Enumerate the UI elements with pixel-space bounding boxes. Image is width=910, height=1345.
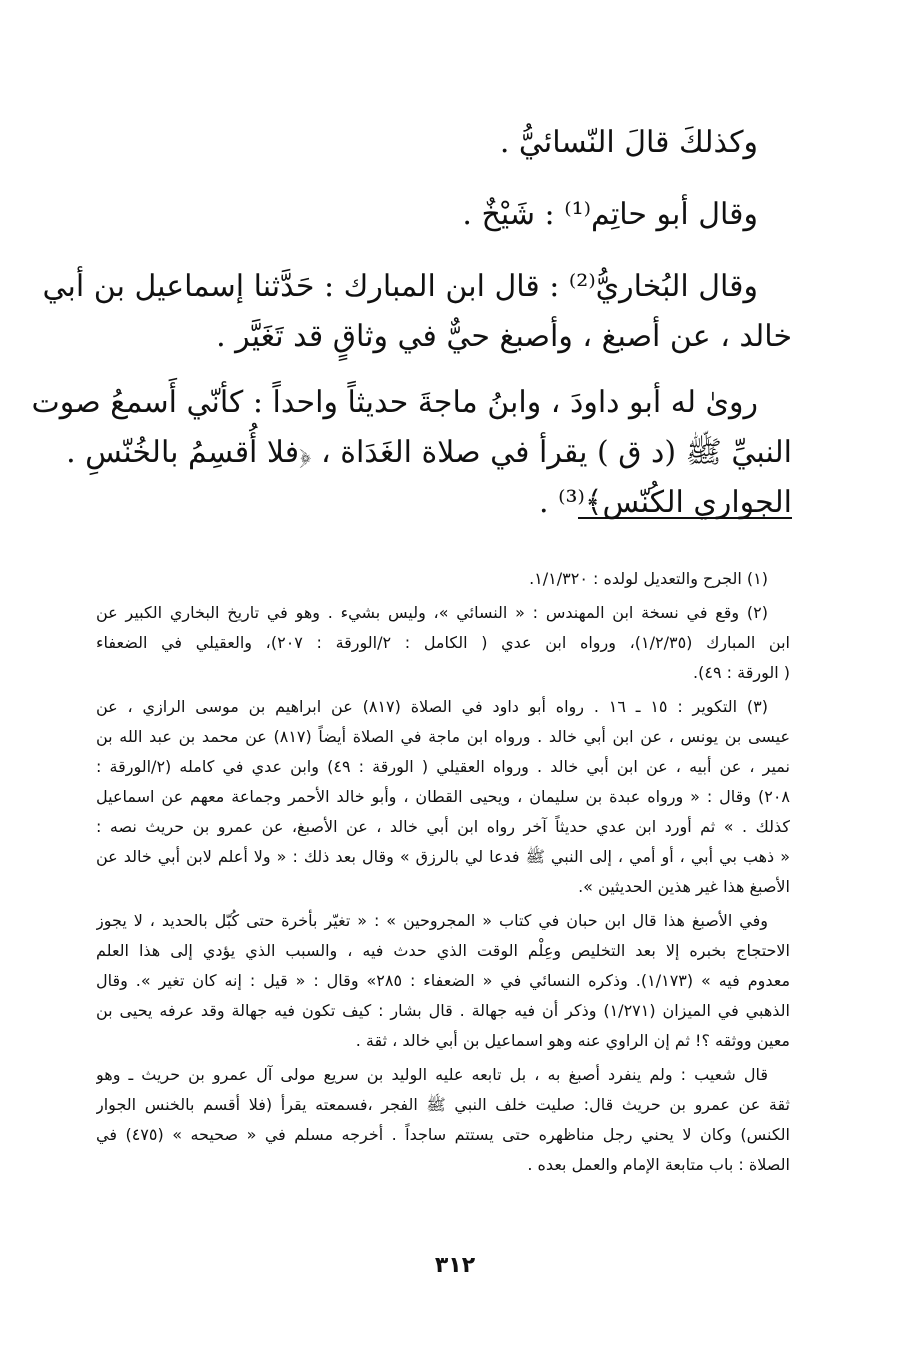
main-line: وكذلكَ قالَ النّسائيُّ . xyxy=(499,125,758,160)
main-line: وقال أبو حاتِم⁽¹⁾ : شَيْخٌ . xyxy=(462,197,758,232)
footnote-line: (٣) التكوير : ١٥ ـ ١٦ . رواه أبو داود في الصلاة (٨١٧) عن ابراهيم بن موسى الرازي ، عن xyxy=(96,697,769,716)
main-line: روىٰ له أبو داودَ ، وابنُ ماجةَ حديثاً واحداً : كأنّي أَسمعُ صوت xyxy=(31,385,758,420)
footnote-line: (٢) وقع في نسخة ابن المهندس : « النسائي »، وليس بشيء . وهو في تاريخ البخاري الكبير عن xyxy=(96,603,768,622)
footnote-line: « ذهب بي أبي ، أو أمي ، إلى النبي ﷺ فدعا لي بالرزق » وقال بعد ذلك : « ولا أعلم لابن أبي خالد عن xyxy=(96,847,790,866)
footnote-line: الاحتجاج بخبره إلا بعد التخليص وعِلْم الوقت الذي حدث فيه ، والسبب الذي يؤدي إلى هذا العلم xyxy=(96,941,790,960)
footnote-line: ثقة عن عمرو بن حريث قال: صليت خلف النبي ﷺ الفجر ،فسمعته يقرأ (فلا أقسم بالخنس الجوار xyxy=(96,1095,790,1114)
footnote-line: قال شعيب : ولم ينفرد أصبغ به ، بل تابعه عليه الوليد بن سريع مولى آل عمرو بن حريث ـ وهو xyxy=(96,1065,768,1084)
page-number: ٣١٢ xyxy=(434,1253,476,1278)
footnote-line: (١) الجرح والتعديل لولده : ١/١/٣٢٠. xyxy=(529,569,768,588)
footnote-line: معدوم فيه » (١/١٧٣). وذكره النسائي في « الضعفاء : ٢٨٥» وقال : « قيل : إنه كان تغير ». وقال xyxy=(96,971,790,990)
main-text xyxy=(31,118,792,528)
footnote-line: الصلاة : باب متابعة الإمام والعمل بعده . xyxy=(527,1155,790,1174)
footnote-line: كذلك . » ثم أورد ابن عدي حديثاً آخر رواه ابن أبي خالد ، عن الأصبغ، عن عمرو بن حريث نصه : xyxy=(96,817,790,836)
footnote-line: الأصبغ هذا غير هذين الحديثين ». xyxy=(578,877,790,896)
main-line: الجواري الكُنّس﴾⁽³⁾ . xyxy=(539,485,792,520)
footnote-line: الكنس) وكان لا يحني رجل مناظهره حتى يستتم ساجداً . أخرجه مسلم في « صحيحه » (٤٧٥) في xyxy=(96,1125,790,1144)
main-line: خالد ، عن أصبغ ، وأصبغ حيٌّ في وثاقٍ قد تَغَيَّر . xyxy=(216,319,792,354)
footnote-line: الذهبي في الميزان (١/٢٧١) وذكر أن فيه جهالة . قال بشار : كيف تكون فيه جهالة وقد عرفه يحيى بن xyxy=(96,1001,790,1020)
footnotes xyxy=(96,564,790,1180)
main-line: النبيِّ ﷺ (د ق ) يقرأ في صلاة الغَدَاة ، ﴿فلا أُقسِمُ بالخُنّسِ . xyxy=(66,435,792,470)
footnote-line: ٢٠٨) وقال : « ورواه عبدة بن سليمان ، ويحيى القطان ، وأبو خالد الأحمر وجماعة معهم عن اسماعيل xyxy=(96,787,790,806)
footnote-line: نمير ، عن أبيه ، عن ابن أبي خالد . ورواه العقيلي ( الورقة : ٤٩) وابن عدي في كامله (٢/الورقة : xyxy=(96,757,790,776)
footnote-line: ابن المبارك (١/٢/٣٥)، ورواه ابن عدي ( الكامل : ٢/الورقة : ٢٠٧)، والعقيلي في الضعفاء xyxy=(96,633,790,652)
footnote-line: عيسى بن يونس ، عن ابن أبي خالد . ورواه ابن ماجة في الصلاة أيضاً (٨١٧) عن محمد بن عبد الله بن xyxy=(96,727,790,746)
footnote-line: معين ووثقه ؟! ثم إن الراوي عنه وهو اسماعيل بن أبي خالد ، ثقة . xyxy=(355,1031,790,1050)
footnote-divider xyxy=(578,517,792,519)
footnote-line: وفي الأصبغ هذا قال ابن حبان في كتاب « المجروحين » : « تغيّر بأخرة حتى كُبّل بالحديد ، لا يجوز xyxy=(96,911,768,930)
footnote-line: ( الورقة : ٤٩). xyxy=(693,663,790,682)
main-line: وقال البُخاريُّ⁽²⁾ : قال ابن المبارك : حَدَّثنا إسماعيل بن أبي xyxy=(42,269,758,304)
